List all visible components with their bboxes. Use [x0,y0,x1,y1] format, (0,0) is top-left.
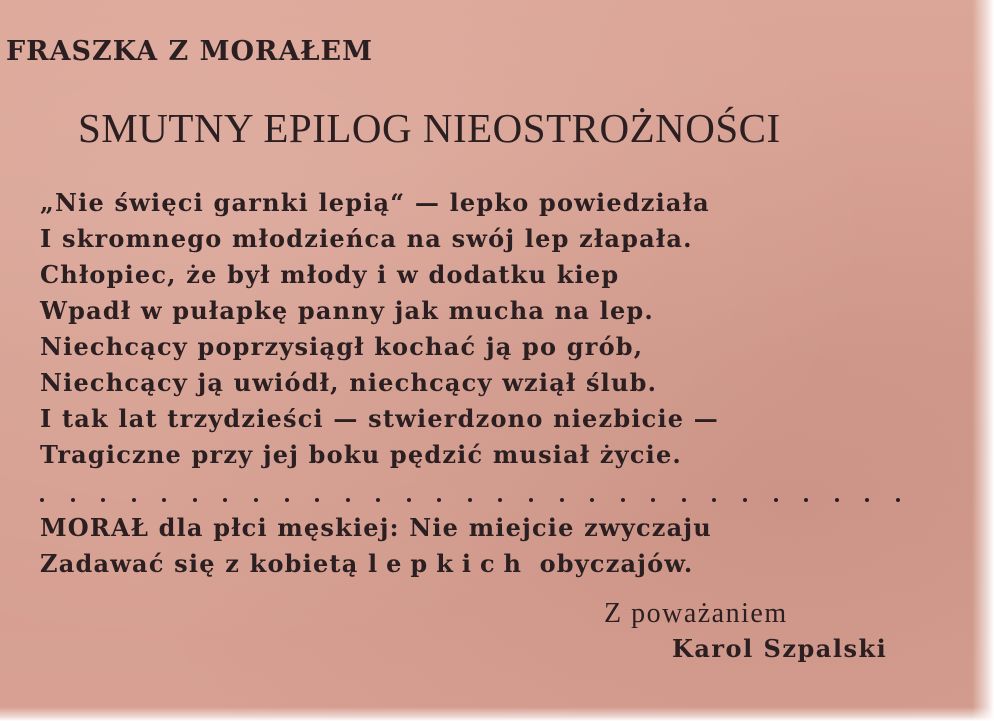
separator-dot [804,498,808,502]
poem-line: Wpadł w pułapkę panny jak mucha na lep. [40,296,654,325]
poem-line: I tak lat trzydzieści — stwierdzono niezbicie — [40,404,720,433]
signature-closing: Z poważaniem [604,598,788,629]
moral-emphasized-word: lepkich [368,549,531,578]
separator-dot [132,498,136,502]
separator-dot [437,498,441,502]
poem-body [40,185,920,473]
signature-author: Karol Szpalski [672,634,888,663]
separator-dot [315,498,319,502]
paper-edge-bottom [0,707,994,721]
separator-dot [254,498,258,502]
poem-line: Niechcący poprzysiągł kochać ją po grób, [40,332,644,361]
poem-title: SMUTNY EPILOG NIEOSTROŻNOŚCI [78,105,781,151]
separator-dot [621,498,625,502]
separator-dot [774,498,778,502]
poem-line: I skromnego młodzieńca na swój lep złapała. [40,224,693,253]
separator-dot [865,498,869,502]
separator-dot [896,498,900,502]
moral-text-end: obyczajów. [530,549,694,578]
separator-dot [285,498,289,502]
moral-section [40,510,940,582]
paper-edge-right [972,0,994,721]
poem-line: „Nie święci garnki lepią“ — lepko powiedziała [40,188,710,217]
separator-dot [743,498,747,502]
separator-dot [40,498,44,502]
separator-dot [193,498,197,502]
moral-text-start: Zadawać się z kobietą [40,549,369,578]
separator-dot [529,498,533,502]
separator-dot [346,498,350,502]
separator-dot [101,498,105,502]
separator-dot [835,498,839,502]
separator-dot [71,498,75,502]
separator-dot [376,498,380,502]
separator-dot [651,498,655,502]
separator-dot [682,498,686,502]
separator-dot [712,498,716,502]
separator-dot [560,498,564,502]
separator-dot [468,498,472,502]
separator-dot [407,498,411,502]
separator-dot [162,498,166,502]
moral-line: MORAŁ dla płci męskiej: Nie miejcie zwyczaju [40,513,712,542]
moral-line [40,546,940,582]
separator-dot [498,498,502,502]
poem-line: Niechcący ją uwiódł, niechcący wziął ślub. [40,368,658,397]
section-kicker: FRASZKA Z MORAŁEM [6,36,374,67]
poem-line: Tragiczne przy jej boku pędzić musiał życie. [40,440,682,469]
dotted-separator [40,478,900,502]
separator-dot [590,498,594,502]
separator-dot [223,498,227,502]
poem-line: Chłopiec, że był młody i w dodatku kiep [40,260,620,289]
